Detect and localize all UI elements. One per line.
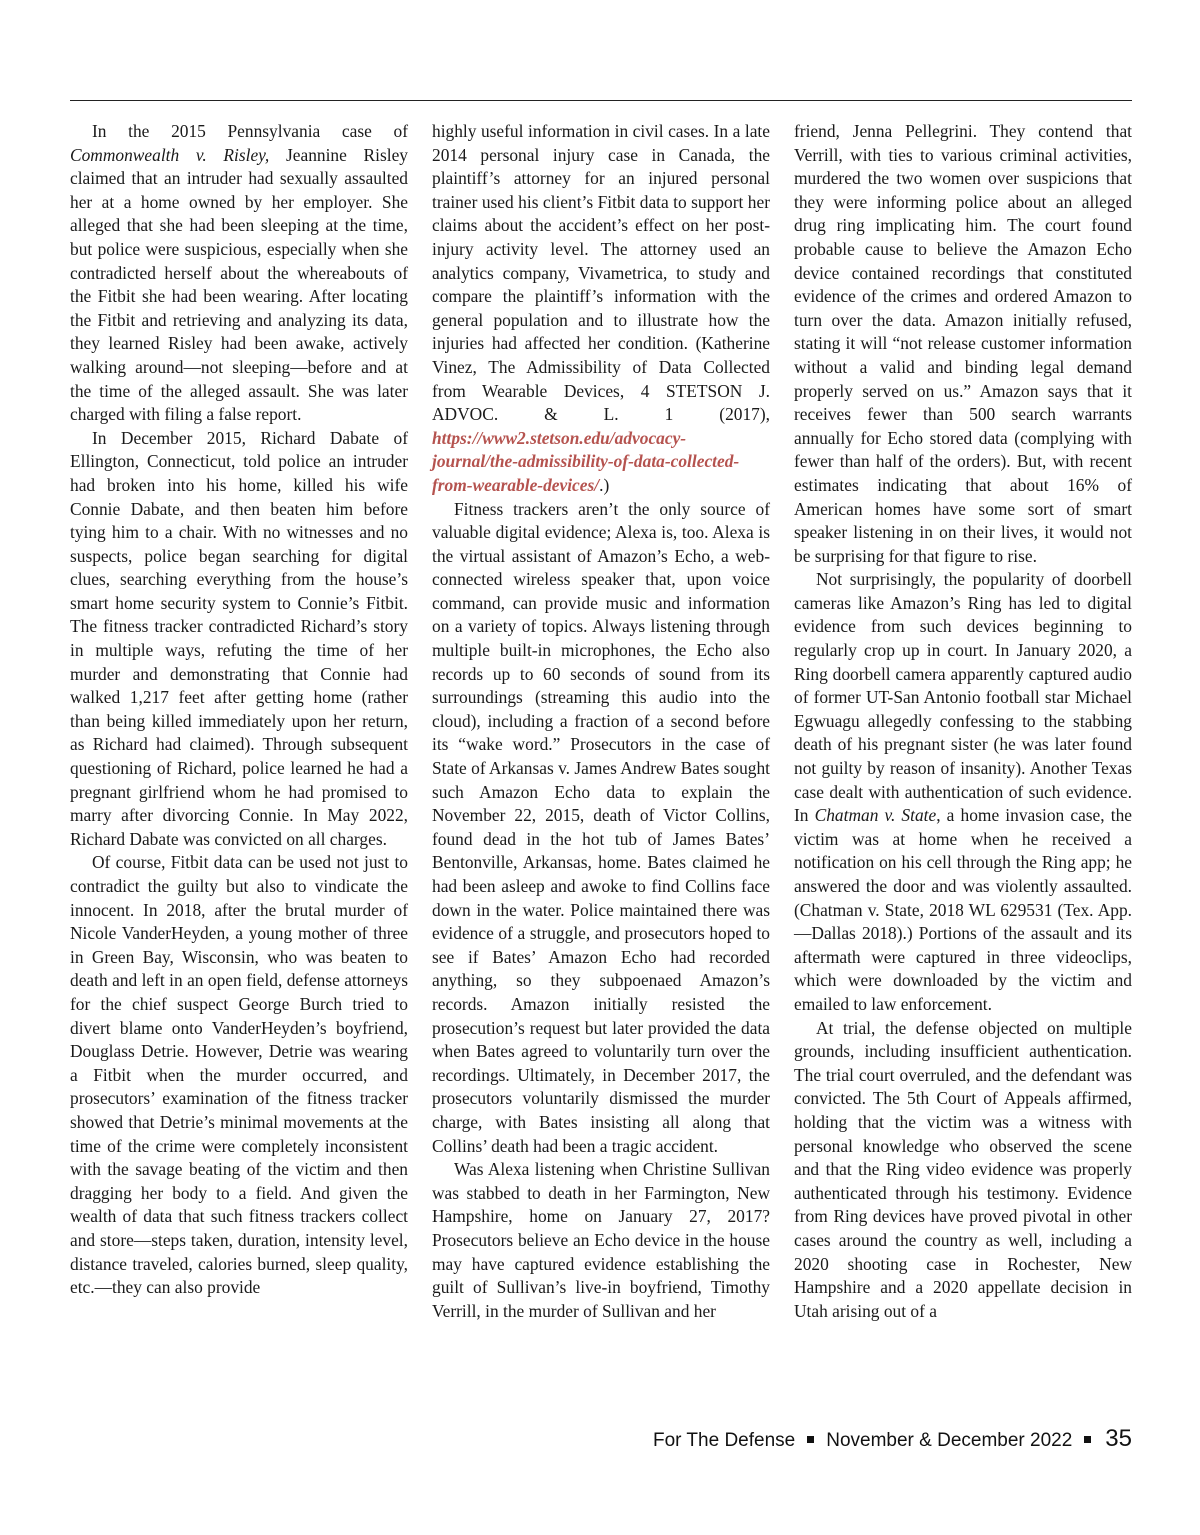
paragraph: friend, Jenna Pellegrini. They contend that Verrill, with ties to various criminal activities, murdered the two women over suspicions that they were informing police about an alleged drug ring implicating him. The court found probable cause to believe the Amazon Echo device contained recordings that constituted evidence of the crimes and ordered Amazon to turn over the data. Amazon initially refused, stating it will “not release customer information without a valid and binding legal demand properly served on us.” Amazon says that it receives fewer than 500 search warrants annually for Echo stored data (complying with fewer than half of the orders). But, with recent estimates indicating that about 16% of American homes have some sort of smart speaker listening in on their lives, it would not be surprising for that figure to rise. [794, 121, 1132, 566]
paragraph: Not surprisingly, the popularity of doorbell cameras like Amazon’s Ring has led to digital evidence from such devices beginning to regularly crop up in court. In January 2020, a Ring doorbell camera apparently captured audio of former UT-San Antonio football star Michael Egwuagu allegedly confessing to the stabbing death of his pregnant sister (he was later found not guilty by reason of insanity). Another Texas case dealt with authentication of such evidence. In Chatman v. State, a home invasion case, the victim was at home when he received a notification on his cell through the Ring app; he answered the door and was violently assaulted. (Chatman v. State, 2018 WL 629531 (Tex. App.—Dallas 2018).) Portions of the assault and its aftermath were captured in three videoclips, which were downloaded by the victim and emailed to law enforcement. [794, 569, 1132, 1014]
page-number: 35 [1105, 1425, 1132, 1452]
publication-name: For The Defense [652, 1430, 796, 1451]
article-body [70, 120, 1132, 1470]
case-name: Chatman v. State [814, 805, 937, 826]
paragraph: Fitness trackers aren’t the only source of valuable digital evidence; Alexa is, too. Alexa is the virtual assistant of Amazon’s Echo, a web-connected wireless speaker that, upon voice command, can provide music and information on a variety of topics. Always listening through multiple built-in microphones, the Echo also records up to 60 seconds of sound from its surroundings (streaming this audio into the cloud), including a fraction of a second before its “wake word.” Prosecutors in the case of State of Arkansas v. James Andrew Bates sought such Amazon Echo data to explain the November 22, 2015, death of Victor Collins, found dead in the hot tub of James Bates’ Bentonville, Arkansas, home. Bates claimed he had been asleep and awoke to find Collins face down in the water. Police maintained there was evidence of a struggle, and prosecutors hoped to see if Bates’ Amazon Echo had recorded anything, so they subpoenaed Amazon’s records. Amazon initially resisted the prosecution’s request but later provided the data when Bates agreed to voluntarily turn over the recordings. Ultimately, in December 2017, the prosecutors voluntarily dismissed the murder charge, with Bates insisting all along that Collins’ death had been a tragic accident. [432, 498, 770, 1156]
column-2 [432, 120, 770, 1470]
issue-date: November & December 2022 [826, 1430, 1073, 1451]
paragraph: Was Alexa listening when Christine Sullivan was stabbed to death in her Farmington, New Hampshire, home on January 27, 2017? Prosecutors believe an Echo device in the house may have captured evidence establishing the guilt of Sullivan’s live-in boyfriend, Timothy Verrill, in the murder of Sullivan and her [432, 1159, 770, 1321]
paragraph: In December 2015, Richard Dabate of Ellington, Connecticut, told police an intruder had broken into his home, killed his wife Connie Dabate, and then beaten him before tying him to a chair. With no witnesses and no suspects, police began searching for digital clues, searching everything from the house’s smart home security system to Connie’s Fitbit. The fitness tracker contradicted Richard’s story in multiple ways, refuting the time of her murder and demonstrating that Connie had walked 1,217 feet after getting home (rather than being killed immediately upon her return, as Richard had claimed). Through subsequent questioning of Richard, police learned he had a pregnant girlfriend whom he had promised to marry after divorcing Connie. In May 2022, Richard Dabate was convicted on all charges. [70, 427, 408, 849]
paragraph: highly useful information in civil cases. In a late 2014 personal injury case in Canada, the plaintiff’s attorney for an injured personal trainer used his client’s Fitbit data to support her claims about the accident’s effect on her post-injury activity level. The attorney used an analytics company, Vivametrica, to study and compare the plaintiff’s information with the general population and to illustrate how the injuries had affected her condition. (Katherine Vinez, The Admissibility of Data Collected from Wearable Devices, 4 STETSON J. ADVOC. & L. 1 (2017), https://www2.stetson.edu/advocacy-journal/the-admissibility-of-data-collected-from-wearable-devices/.) [432, 121, 770, 495]
citation-link[interactable]: https://www2.stetson.edu/advocacy-journal/the-admissibility-of-data-collected-from-wearable-devices/ [432, 427, 740, 495]
separator-square-icon [1084, 1436, 1091, 1443]
header-rule [70, 100, 1132, 101]
paragraph: Of course, Fitbit data can be used not just to contradict the guilty but also to vindicate the innocent. In 2018, after the brutal murder of Nicole VanderHeyden, a young mother of three in Green Bay, Wisconsin, who was beaten to death and left in an open field, defense attorneys for the chief suspect George Burch tried to divert blame onto VanderHeyden’s boyfriend, Douglass Detrie. However, Detrie was wearing a Fitbit when the murder occurred, and prosecutors’ examination of the fitness tracker showed that Detrie’s minimal movements at the time of the crime were completely inconsistent with the savage beating of the victim and then dragging her body to a field. And given the wealth of data that such fitness trackers collect and store—steps taken, duration, intensity level, distance traveled, calories burned, sleep quality, etc.—they can also provide [70, 852, 408, 1298]
paragraph: At trial, the defense objected on multiple grounds, including insufficient authentication. The trial court overruled, and the defendant was convicted. The 5th Court of Appeals affirmed, holding that the victim was a witness with personal knowledge who observed the scene and that the Ring video evidence was properly authenticated through his testimony. Evidence from Ring devices have proved pivotal in other cases around the country as well, including a 2020 shooting case in Rochester, New Hampshire and a 2020 appellate decision in Utah arising out of a [794, 1017, 1132, 1321]
case-name: Commonwealth v. Risley, [70, 144, 270, 165]
paragraph: In the 2015 Pennsylvania case of Commonwealth v. Risley, Jeannine Risley claimed that an intruder had sexually assaulted her at a home owned by her employer. She alleged that she had been sleeping at the time, but police were suspicious, especially when she contradicted herself about the whereabouts of the Fitbit she had been wearing. After locating the Fitbit and retrieving and analyzing its data, they learned Risley had been awake, actively walking around—not sleeping—before and at the time of the alleged assault. She was later charged with filing a false report. [70, 121, 409, 425]
separator-square-icon [807, 1436, 814, 1443]
page-footer [0, 1425, 1132, 1455]
column-3 [794, 120, 1132, 1470]
column-1 [70, 120, 408, 1470]
